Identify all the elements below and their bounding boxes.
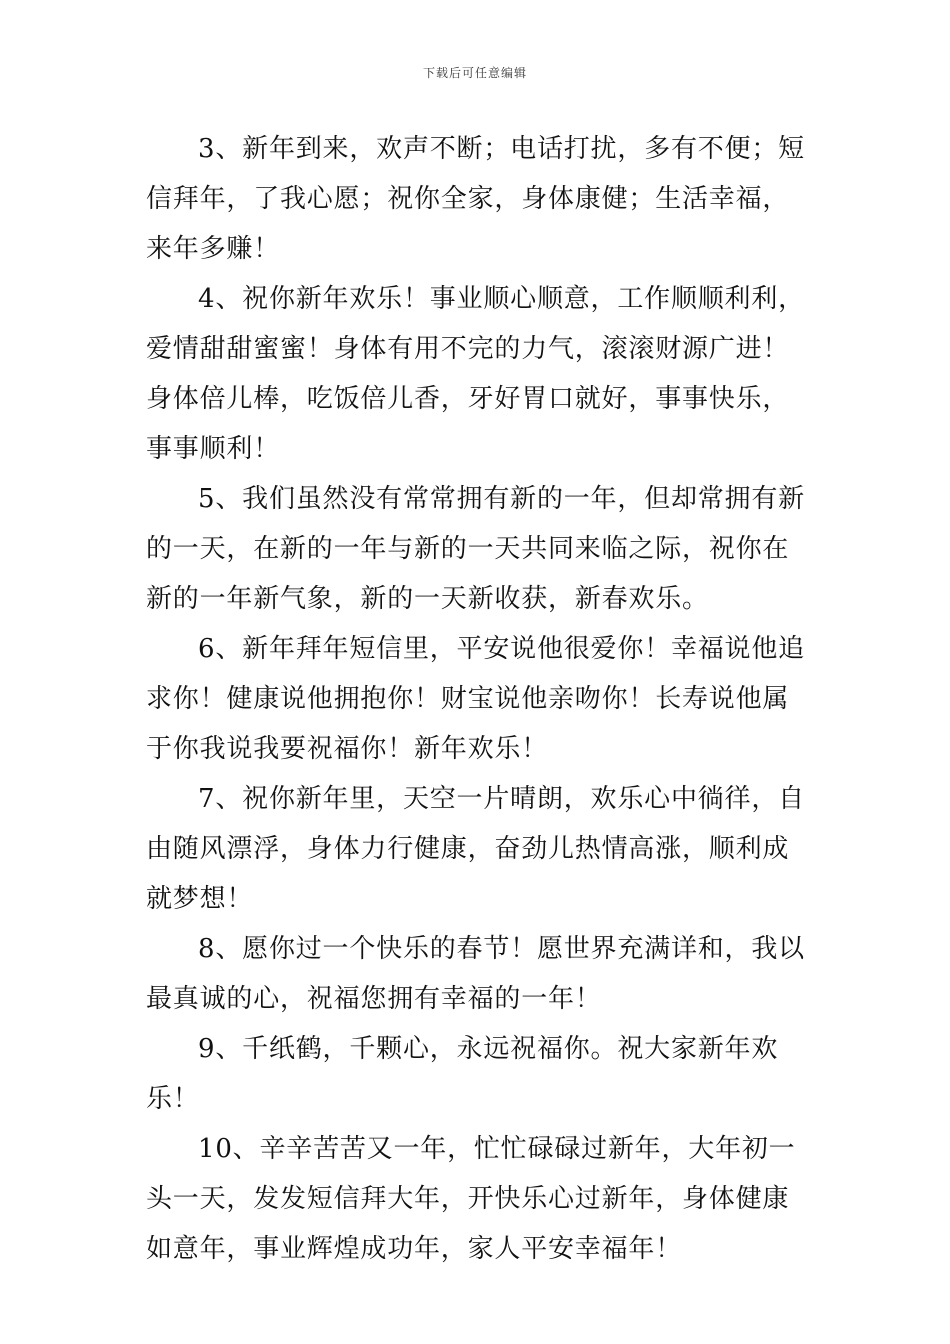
document-body xyxy=(146,124,810,1274)
paragraph-8: 8、愿你过一个快乐的春节！愿世界充满详和，我以最真诚的心，祝福您拥有幸福的一年！ xyxy=(146,934,805,1014)
paragraph-10: 10、辛辛苦苦又一年，忙忙碌碌过新年，大年初一头一天，发发短信拜大年，开快乐心过新年，身体健康如意年，事业辉煌成功年，家人平安幸福年！ xyxy=(146,1134,796,1264)
paragraph-5: 5、我们虽然没有常常拥有新的一年，但却常拥有新的一天，在新的一年与新的一天共同来临之际，祝你在新的一年新气象，新的一天新收获，新春欢乐。 xyxy=(146,484,805,614)
paragraph-3: 3、新年到来，欢声不断；电话打扰，多有不便；短信拜年，了我心愿；祝你全家，身体康健；生活幸福，来年多赚！ xyxy=(146,134,805,264)
paragraph-4: 4、祝你新年欢乐！事业顺心顺意，工作顺顺利利，爱情甜甜蜜蜜！身体有用不完的力气，滚滚财源广进！身体倍儿棒，吃饭倍儿香，牙好胃口就好，事事快乐，事事顺利！ xyxy=(146,284,805,464)
paragraph-9: 9、千纸鹤，千颗心，永远祝福你。祝大家新年欢乐！ xyxy=(146,1034,779,1114)
paragraph-6: 6、新年拜年短信里，平安说他很爱你！幸福说他追求你！健康说他拥抱你！财宝说他亲吻你！长寿说他属于你我说我要祝福你！新年欢乐！ xyxy=(146,634,805,764)
header-note: 下载后可任意编辑 xyxy=(422,66,527,80)
paragraph-7: 7、祝你新年里，天空一片晴朗，欢乐心中徜徉，自由随风漂浮，身体力行健康，奋劲儿热情高涨，顺利成就梦想！ xyxy=(146,784,805,914)
